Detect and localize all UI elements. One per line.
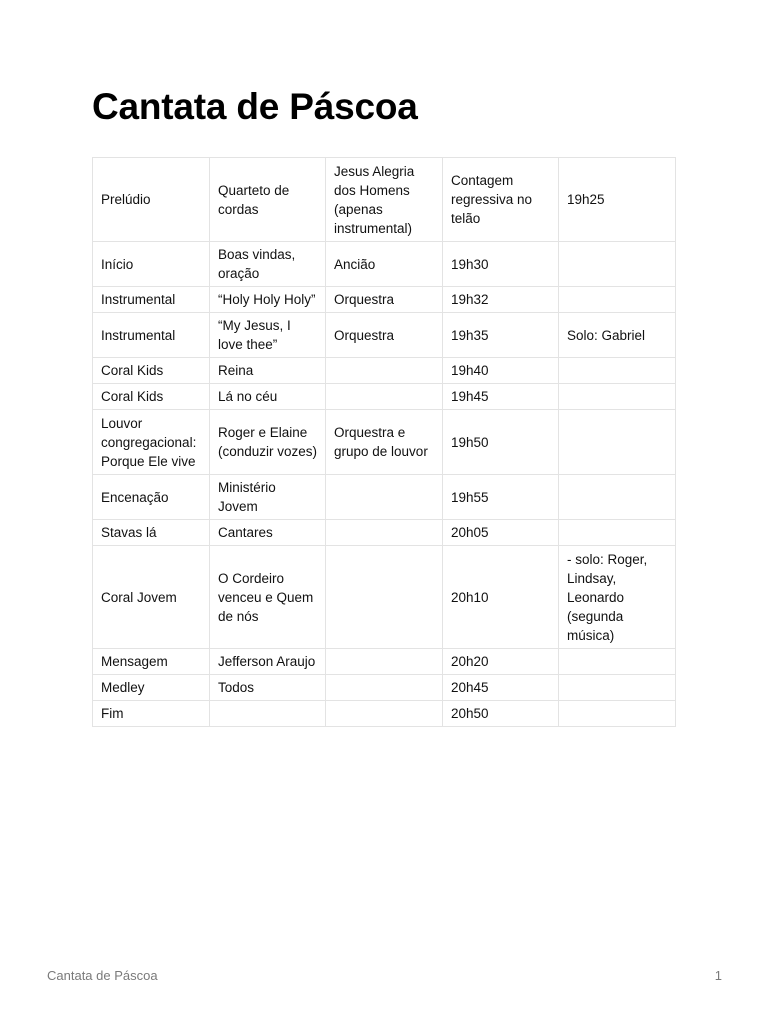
table-row xyxy=(93,410,676,475)
table-cell: O Cordeiro venceu e Quem de nós xyxy=(210,546,326,649)
table-cell: 19h30 xyxy=(443,242,559,287)
table-cell xyxy=(559,520,676,546)
table-cell xyxy=(559,287,676,313)
table-row xyxy=(93,520,676,546)
table-cell: Jefferson Araujo xyxy=(210,649,326,675)
table-cell xyxy=(326,358,443,384)
table-cell xyxy=(326,675,443,701)
table-row xyxy=(93,701,676,727)
table-cell: Medley xyxy=(93,675,210,701)
table-cell: Louvor congregacional: Porque Ele vive xyxy=(93,410,210,475)
table-cell: “My Jesus, I love thee” xyxy=(210,313,326,358)
table-cell: Contagem regressiva no telão xyxy=(443,158,559,242)
table-cell xyxy=(559,701,676,727)
table-cell: 20h45 xyxy=(443,675,559,701)
table-cell: 19h25 xyxy=(559,158,676,242)
table-cell: Ministério Jovem xyxy=(210,475,326,520)
table-cell: Reina xyxy=(210,358,326,384)
table-cell: 19h35 xyxy=(443,313,559,358)
table-cell: - solo: Roger, Lindsay, Leonardo (segunda música) xyxy=(559,546,676,649)
page-number: 1 xyxy=(714,968,722,983)
table-cell: Jesus Alegria dos Homens (apenas instrumental) xyxy=(326,158,443,242)
table-cell xyxy=(559,410,676,475)
table-cell: 20h10 xyxy=(443,546,559,649)
table-cell: Orquestra xyxy=(326,313,443,358)
table-cell xyxy=(210,701,326,727)
footer-title: Cantata de Páscoa xyxy=(47,968,158,983)
table-row xyxy=(93,675,676,701)
table-cell xyxy=(559,384,676,410)
table-cell xyxy=(559,475,676,520)
table-cell: Stavas lá xyxy=(93,520,210,546)
table-row xyxy=(93,475,676,520)
table-cell: Quarteto de cordas xyxy=(210,158,326,242)
table-row xyxy=(93,242,676,287)
table-cell: Coral Kids xyxy=(93,384,210,410)
table-cell xyxy=(326,520,443,546)
table-cell xyxy=(559,358,676,384)
schedule-table xyxy=(92,157,676,727)
table-cell xyxy=(326,475,443,520)
table-cell: Orquestra e grupo de louvor xyxy=(326,410,443,475)
table-cell: Instrumental xyxy=(93,287,210,313)
table-cell: Ancião xyxy=(326,242,443,287)
table-cell xyxy=(326,384,443,410)
table-cell: 19h40 xyxy=(443,358,559,384)
table-cell: Início xyxy=(93,242,210,287)
table-cell xyxy=(326,701,443,727)
table-cell xyxy=(559,242,676,287)
table-row xyxy=(93,649,676,675)
table-cell: Instrumental xyxy=(93,313,210,358)
table-row xyxy=(93,358,676,384)
table-cell: 19h55 xyxy=(443,475,559,520)
page-title: Cantata de Páscoa xyxy=(92,86,418,127)
table-cell: 19h32 xyxy=(443,287,559,313)
table-cell: Fim xyxy=(93,701,210,727)
table-cell: Cantares xyxy=(210,520,326,546)
table-cell: 20h50 xyxy=(443,701,559,727)
table-cell: Solo: Gabriel xyxy=(559,313,676,358)
table-cell: Encenação xyxy=(93,475,210,520)
table-cell: Todos xyxy=(210,675,326,701)
table-cell: Boas vindas, oração xyxy=(210,242,326,287)
table-row xyxy=(93,313,676,358)
table-cell: Lá no céu xyxy=(210,384,326,410)
table-row xyxy=(93,384,676,410)
table-row xyxy=(93,287,676,313)
table-row xyxy=(93,546,676,649)
table-cell: “Holy Holy Holy” xyxy=(210,287,326,313)
table-cell xyxy=(559,649,676,675)
table-cell: Coral Jovem xyxy=(93,546,210,649)
table-cell: Prelúdio xyxy=(93,158,210,242)
table-cell xyxy=(559,675,676,701)
table-cell: Roger e Elaine (conduzir vozes) xyxy=(210,410,326,475)
table-cell xyxy=(326,546,443,649)
table-cell: 19h50 xyxy=(443,410,559,475)
table-cell: 20h05 xyxy=(443,520,559,546)
table-cell: Coral Kids xyxy=(93,358,210,384)
table-cell: 19h45 xyxy=(443,384,559,410)
table-cell: Mensagem xyxy=(93,649,210,675)
table-cell: 20h20 xyxy=(443,649,559,675)
table-cell xyxy=(326,649,443,675)
table-cell: Orquestra xyxy=(326,287,443,313)
table-row xyxy=(93,158,676,242)
